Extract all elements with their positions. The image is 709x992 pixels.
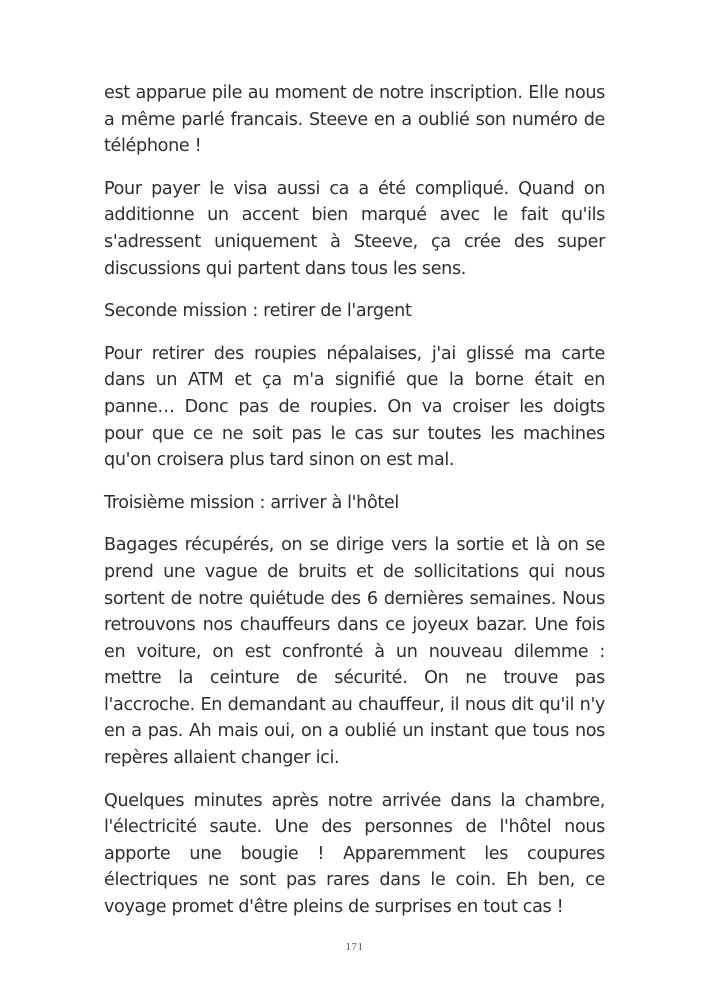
section-heading-argent: Seconde mission : retirer de l'argent: [104, 301, 412, 322]
paragraph-atm: Pour retirer des roupies népalaises, j'ai glissé ma carte dans un ATM et ça m'a signifié que la borne était en panne… Donc pas de roupies. On va croiser les doigts pour que ce ne soit pas le cas sur toutes les machines qu'on croisera plus tard sinon on est mal.: [104, 343, 605, 471]
section-heading-hotel: Troisième mission : arriver à l'hôtel: [104, 492, 399, 513]
paragraph-bagages: Bagages récupérés, on se dirige vers la sortie et là on se prend une vague de bruits et de sollicitations qui nous sortent de notre quiétude des 6 dernières semaines. Nous retrouvons nos chauffeurs dans ce joyeux bazar. Une fois en voiture, on est confronté à un nouveau dilemme : mettre la ceinture de sécurité. On ne trouve pas l'accroche. En demandant au chauffeur, il nous dit qu'il n'y en a pas. Ah mais oui, on a oublié un instant que tous nos repères allaient changer ici.: [104, 535, 605, 769]
body-text: [104, 80, 605, 937]
page-number: 171: [345, 941, 364, 953]
paragraph-visa: Pour payer le visa aussi ca a été compliqué. Quand on additionne un accent bien marqué avec le fait qu'ils s'adressent uniquement à Steeve, ça crée des super discussions qui partent dans tous les sens.: [104, 178, 605, 279]
paragraph-electricite: Quelques minutes après notre arrivée dans la chambre, l'électricité saute. Une des personnes de l'hôtel nous apporte une bougie ! Apparemment les coupures électriques ne sont pas rares dans le coin. Eh ben, ce voyage promet d'être pleins de surprises en tout cas !: [104, 790, 605, 918]
paragraph-inscription: est apparue pile au moment de notre inscription. Elle nous a même parlé francais. Steeve en a oublié son numéro de téléphone !: [104, 83, 605, 157]
